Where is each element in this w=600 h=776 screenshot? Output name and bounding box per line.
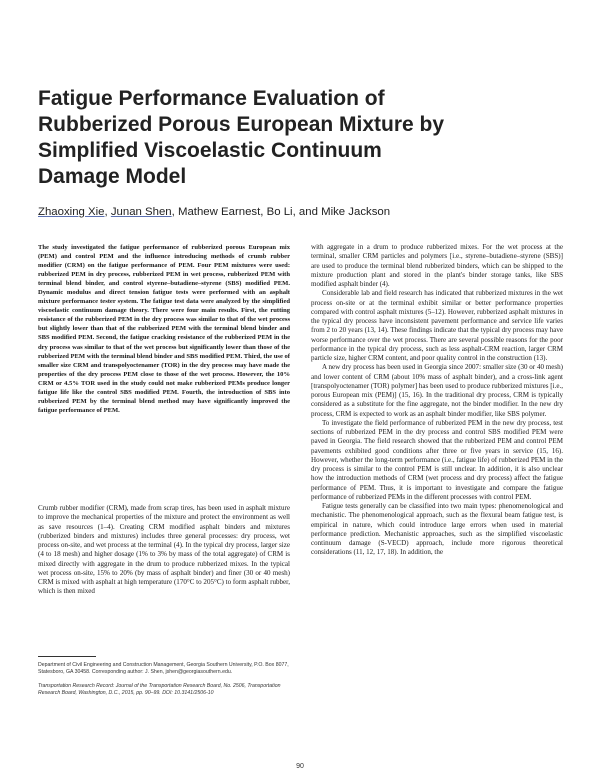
- author-separator: ,: [104, 206, 111, 218]
- body-paragraph: A new dry process has been used in Georgia since 2007: smaller size (30 or 40 mesh) and lower content of CRM (about 10% mass of asphalt binder), and a cross-link agent [transpolyoctenamer (TOR) polymer] has been used to produce rubberized mixtures [i.e., porous European mix (PEM)] (15, 16). In the traditional dry process, CRM is typically considered as a substitute for the fine aggregate, not the binder modifier. In the new dry process, CRM is expected to work as an asphalt binder modifier, like SBS polymer.: [311, 363, 563, 418]
- body-paragraph: with aggregate in a drum to produce rubberized mixes. For the wet process at the terminal, smaller CRM particles and polymers [i.e., styrene–butadiene–styrene (SBS)] are used to produce the terminal blend rubberized binders, which can be shipped to the mixture production plant and stored in the plant's binder storage tanks, like SBS modified asphalt binder (4).: [311, 243, 563, 288]
- author-rest: , Mathew Earnest, Bo Li, and Mike Jackson: [171, 206, 391, 218]
- body-column-right: [311, 243, 563, 558]
- citation-note: Transportation Research Record: Journal of the Transportation Research Board, No. 2506, Transportation Research Board, Washington, D.C., 2015, pp. 90–99. DOI: 10.3141/2506-10: [38, 682, 281, 697]
- footnote-divider: [38, 656, 96, 657]
- body-paragraph: Crumb rubber modifier (CRM), made from scrap tires, has been used in asphalt mixture to improve the mechanical properties of the mixture and protect the environment as well as save resources (1–4). Creating CRM modified asphalt binders and mixtures (rubberized binders and mixtures) includes three general processes: dry process, wet process on-site, and wet process at the terminal (4). In the typical dry process, larger size (4 to 18 mesh) and higher dosage (1% to 3% by mass of the total aggregate) of CRM is mixed directly with aggregate in the drum to produce rubberized mixes. In the typical wet process on-site, 15% to 20% (by mass of asphalt binder) and finer (30 or 40 mesh) CRM is mixed with asphalt at high temperature (170°C to 205°C) to form asphalt rubber, which is then mixed: [38, 504, 290, 596]
- abstract-section: [38, 243, 290, 415]
- footnotes: [38, 662, 290, 704]
- abstract-text: The study investigated the fatigue performance of rubberized porous European mix (PEM) and control PEM and the influence introducing methods of crumb rubber modifier (CRM) on the fatigue performance of PEM. Four PEM mixtures were used: rubberized PEM in dry process, rubberized PEM in wet process, rubberized PEM with terminal blend binder, and control styrene–butadiene–styrene (SBS) modified PEM. Dynamic modulus and direct tension fatigue tests were performed with an asphalt mixture performance tester system. The fatigue test data were analyzed by the simplified viscoelastic continuum damage theory. There were four main results. First, the rutting resistance of the rubberized PEM in the dry process was similar to that of the wet process but slightly lower than that of the rubberized PEM with the terminal blend binder and SBS modified PEM. Second, the fatigue cracking resistance of the rubberized PEM in the dry process was similar to that of the wet process but significantly lower than those of the rubberized PEM with the terminal blend binder and SBS modified PEM. Third, the use of smaller size CRM and transpolyoctenamer (TOR) in the dry process may have made the properties of the dry process PEM close to those of the wet process. However, the 10% CRM or 4.5% TOR used in the study could not make rubberized PEMs produce longer fatigue life like the control SBS modified PEM. Fourth, the introduction of SBS into rubberized PEM by the terminal blend method may have significantly improved the fatigue performance of PEM.: [38, 244, 290, 414]
- body-paragraph: To investigate the field performance of rubberized PEM in the new dry process, test sections of rubberized PEM in the dry process and control SBS modified PEM were paved in Georgia. The field research showed that the rubberized PEM and control PEM pavements exhibited good conditions after three or five years in service (15, 16). However, whether the long-term performance (i.e., fatigue life) of rubberized PEM in the dry process is similar to the control PEM is still unclear. In addition, it is also unclear how the introduction methods of CRM (wet process and dry process) affect the fatigue performance of PEM. Thus, it is important to investigate and compare the fatigue performance of rubberized PEMs in the different processes with control PEM.: [311, 418, 563, 501]
- author-link-shen[interactable]: Junan Shen: [110, 206, 172, 218]
- body-paragraph: Considerable lab and field research has indicated that rubberized mixtures in the wet process on-site or at the terminal exhibit similar or better performance properties compared with control asphalt mixtures (5–12). However, rubberized asphalt mixtures in the typical dry process have inconsistent pavement performance and service life varies from 2 to 20 years (13, 14). These findings indicate that the typical dry process may have worse performance over the wet process. There are several possible reasons for the poor performance in the typical dry process, such as less asphalt-CRM reaction, larger CRM particle size, higher CRM content, and poor quality control in the construction (13).: [311, 289, 563, 362]
- body-paragraph: Fatigue tests generally can be classified into two main types: phenomenological and mechanistic. The phenomenological approach, such as the flexural beam fatigue test, is empirical in nature, which could introduce large errors when used in material performance prediction. Mechanistic approaches, such as the simplified viscoelastic continuum damage (S-VECD) approach, include more rigorous theoretical considerations (11, 12, 17, 18). In addition, the: [311, 502, 563, 557]
- paper-title: Fatigue Performance Evaluation of Rubberized Porous European Mixture by Simplified Viscoelastic Continuum Damage Model: [38, 87, 445, 188]
- body-column-left: [38, 504, 290, 597]
- author-list: [38, 206, 558, 218]
- page-number: 90: [296, 763, 304, 770]
- affiliation-note: Department of Civil Engineering and Construction Management, Georgia Southern University, P.O. Box 8077, Statesboro, GA 30458. Corresponding author: J. Shen, jshen@georgiasouthern.edu.: [38, 662, 289, 676]
- author-link-xie[interactable]: Zhaoxing Xie: [38, 206, 105, 218]
